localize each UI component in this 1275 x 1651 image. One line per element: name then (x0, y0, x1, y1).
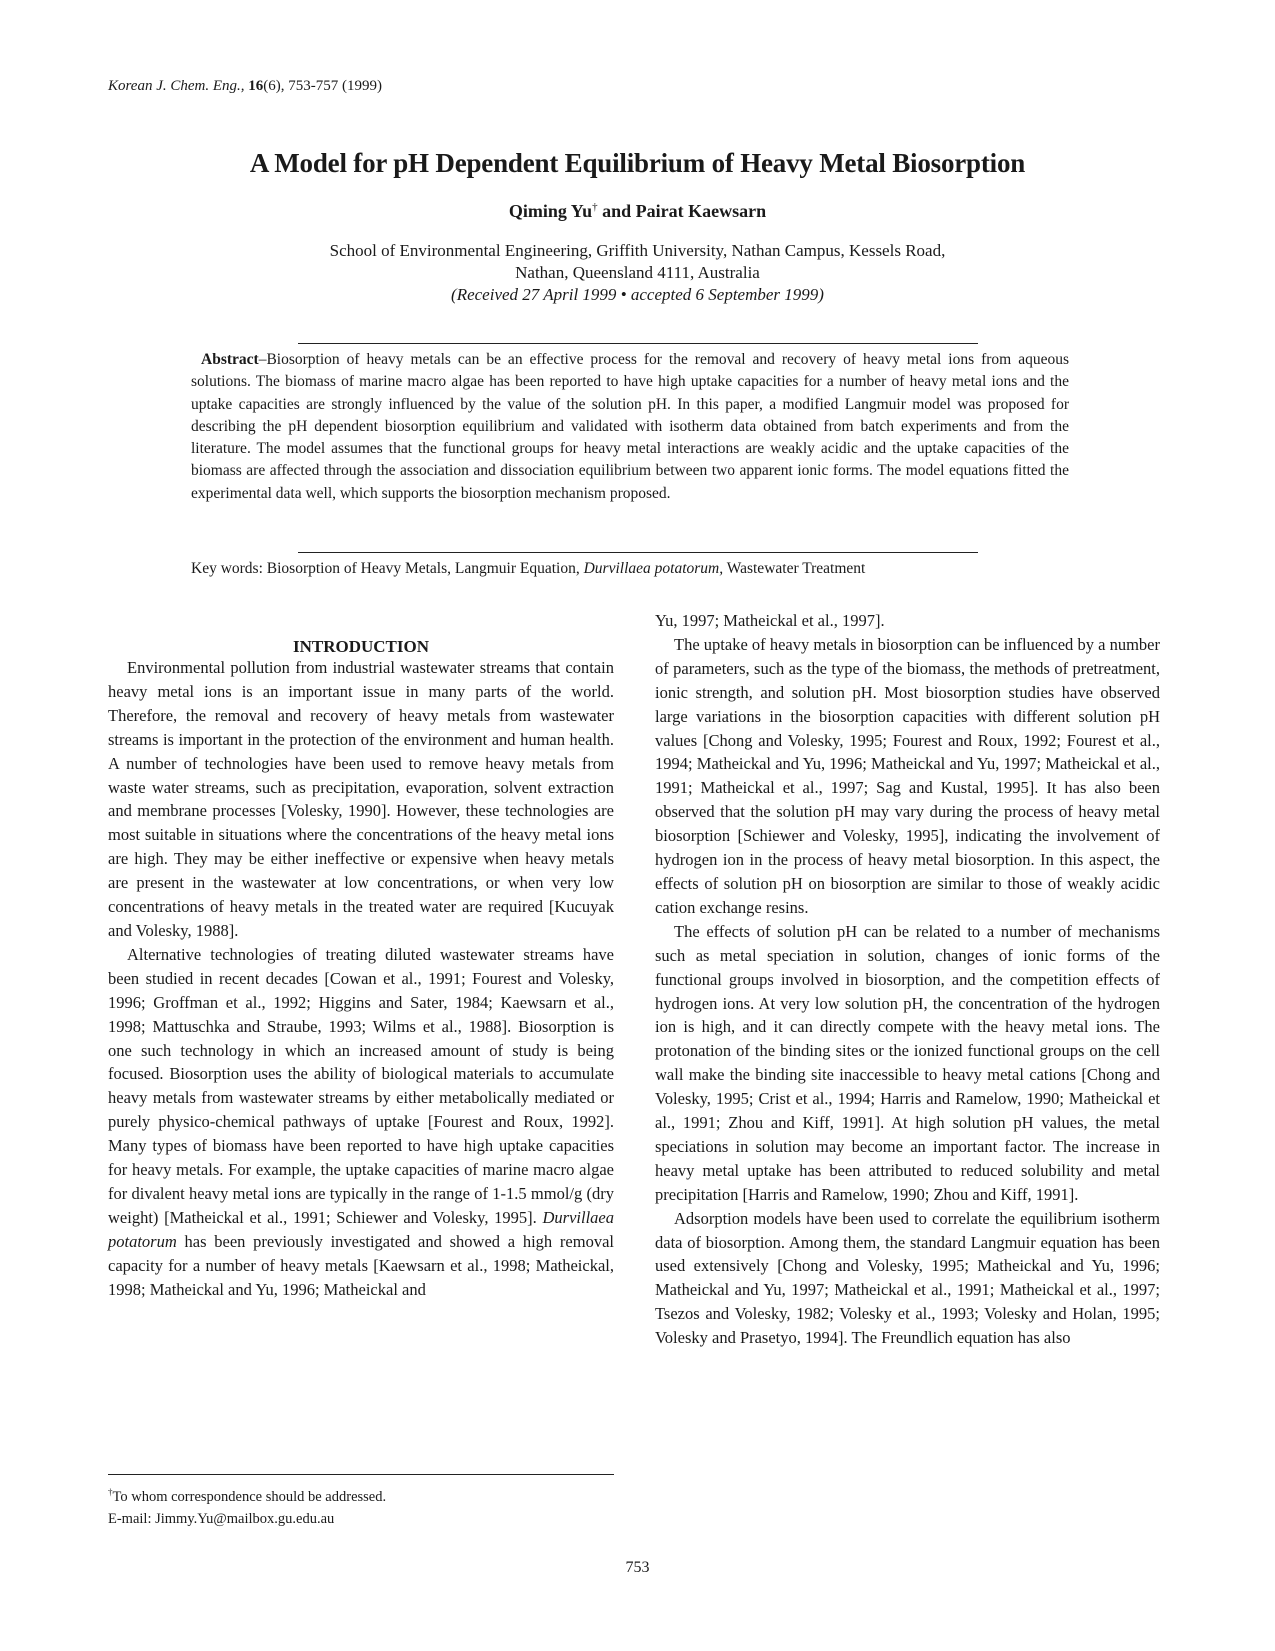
intro-paragraph-1: Environmental pollution from industrial wastewater streams that contain heavy metal ions is an important issue in many parts of the world. Therefore, the removal and recovery of heavy metals from wastewater streams is important in the protection of the environment and human health. A number of technologies have been used to remove heavy metals from waste water streams, such as precipitation, evaporation, solvent extraction and membrane processes [Volesky, 1990]. However, these technologies are most suitable in situations where the concentrations of the heavy metal ions are high. They may be either ineffective or expensive when heavy metals are present in the wastewater at low concentrations, or when very low concentrations of heavy metals in the treated water are required [Kucuyak and Volesky, 1988]. (108, 658, 614, 940)
journal-name: Korean J. Chem. Eng., (108, 78, 245, 94)
right-paragraph-1: The uptake of heavy metals in biosorption can be influenced by a number of parameters, such as the type of the biomass, the methods of pretreatment, ionic strength, and solution pH. Most biosorption studies have observed large variations in the biosorption capacities with different solution pH values [Chong and Volesky, 1995; Fourest and Roux, 1992; Fourest et al., 1994; Matheickal and Yu, 1996; Matheickal and Yu, 1997; Matheickal et al., 1991; Matheickal et al., 1997; Sag and Kustal, 1995]. It has also been observed that the solution pH may vary during the process of heavy metal biosorption [Schiewer and Volesky, 1995], indicating the involvement of hydrogen ion in the process of heavy metal biosorption. In this aspect, the effects of solution pH on biosorption are similar to those of weakly acidic cation exchange resins. (655, 634, 1160, 917)
intro-paragraph-2 (108, 943, 614, 1302)
footnote (108, 1481, 386, 1530)
footnote-email: E-mail: Jimmy.Yu@mailbox.gu.edu.au (108, 1510, 335, 1527)
affiliation-line-2: Nathan, Queensland 4111, Australia (515, 263, 760, 282)
affiliation (0, 240, 1275, 306)
keywords-prefix: Key words: Biosorption of Heavy Metals, Langmuir Equation, (191, 560, 584, 577)
keywords-italic: Durvillaea potatorum, (583, 560, 724, 577)
keywords (191, 560, 1091, 578)
right-paragraph-continued: Yu, 1997; Matheickal et al., 1997]. (655, 611, 885, 630)
right-paragraph-3: Adsorption models have been used to correlate the equilibrium isotherm data of biosorption. Among them, the standard Langmuir equation has been used extensively [Chong and Volesky, 1995; Matheickal and Yu, 1996; Matheickal and Yu, 1997; Matheickal et al., 1991; Matheickal et al., 1997; Tsezos and Volesky, 1982; Volesky et al., 1993; Volesky and Holan, 1995; Volesky and Prasetyo, 1994]. The Freundlich equation has also (655, 1208, 1160, 1348)
footnote-line-1 (108, 1481, 386, 1508)
abstract-bottom-rule (298, 552, 978, 553)
right-column (655, 609, 1160, 1350)
author-list (0, 201, 1275, 222)
left-column (108, 656, 614, 1301)
keywords-suffix: Wastewater Treatment (723, 560, 866, 577)
abstract-label: Abstract (201, 351, 259, 368)
abstract-top-rule (298, 343, 978, 344)
author-name-2: and Pairat Kaewsarn (597, 201, 767, 221)
journal-issue-pages: (6), 753-757 (1999) (263, 78, 382, 94)
intro-paragraph-2-text-b: has been previously investigated and showed a high removal capacity for a number of heavy metals [Kaewsarn et al., 1998; Matheickal, 1998; Matheickal and Yu, 1996; Matheickal and (108, 1231, 614, 1299)
received-dates: (Received 27 April 1999 • accepted 6 September 1999) (451, 285, 824, 304)
dagger-mark: † (592, 201, 598, 213)
page-number: 753 (625, 1559, 650, 1576)
journal-volume: 16 (248, 78, 264, 94)
section-heading-introduction: INTRODUCTION (292, 637, 430, 656)
right-paragraph-2: The effects of solution pH can be related to a number of mechanisms such as metal speciation in solution, changes of ionic forms of the functional groups involved in biosorption, and the competition effects of hydrogen ions. At very low solution pH, the concentration of the hydrogen ion is high, and it can directly compete with the heavy metal ions. The protonation of the binding sites or the ionized functional groups on the cell wall make the binding site inaccessible to heavy metal cations [Chong and Volesky, 1995; Crist et al., 1994; Harris and Ramelow, 1990; Matheickal et al., 1991; Zhou and Kiff, 1991]. At high solution pH values, the metal speciations in solution may become an important factor. The increase in heavy metal uptake has been attributed to reduced solubility and metal precipitation [Harris and Ramelow, 1990; Zhou and Kiff, 1991]. (655, 921, 1160, 1204)
journal-citation (108, 78, 382, 95)
intro-paragraph-2-text-a: Alternative technologies of treating diluted wastewater streams have been studied in recent decades [Cowan et al., 1991; Fourest and Volesky, 1996; Groffman et al., 1992; Higgins and Sater, 1984; Kaewsarn et al., 1998; Mattuschka and Straube, 1993; Wilms et al., 1988]. Biosorption is one such technology in which an increased amount of study is being focused. Biosorption uses the ability of biological materials to accumulate heavy metals from wastewater streams by either metabolically mediated or purely physico-chemical pathways of uptake [Fourest and Roux, 1992]. Many types of biomass have been reported to have high uptake capacities for heavy metals. For example, the uptake capacities of marine macro algae for divalent heavy metal ions are typically in the range of 1-1.5 mmol/g (dry weight) [Matheickal et al., 1991; Schiewer and Volesky, 1995]. (108, 944, 614, 1227)
footnote-dagger: † (108, 1487, 113, 1497)
author-name-1: Qiming Yu (508, 201, 593, 221)
intro-paragraph-2-italic: Durvillaea potatorum (108, 1207, 614, 1251)
affiliation-line-1: School of Environmental Engineering, Griffith University, Nathan Campus, Kessels Road, (329, 241, 946, 260)
paper-title: A Model for pH Dependent Equilibrium of Heavy Metal Biosorption (249, 148, 1026, 178)
footnote-rule (108, 1474, 614, 1475)
abstract-text: –Biosorption of heavy metals can be an effective process for the removal and recovery of heavy metal ions from aqueous solutions. The biomass of marine macro algae has been reported to have high uptake capacities for a number of heavy metal ions and the uptake capacities are strongly influenced by the value of the solution pH. In this paper, a modified Langmuir model was proposed for describing the pH dependent biosorption equilibrium and validated with isotherm data obtained from batch experiments and from the literature. The model assumes that the functional groups for heavy metal interactions are weakly acidic and the uptake capacities of the biomass are affected through the association and dissociation equilibrium between two apparent ionic forms. The model equations fitted the experimental data well, which supports the biosorption mechanism proposed. (191, 351, 1069, 502)
footnote-correspondence: To whom correspondence should be addressed. (112, 1488, 387, 1505)
abstract (191, 349, 1069, 505)
